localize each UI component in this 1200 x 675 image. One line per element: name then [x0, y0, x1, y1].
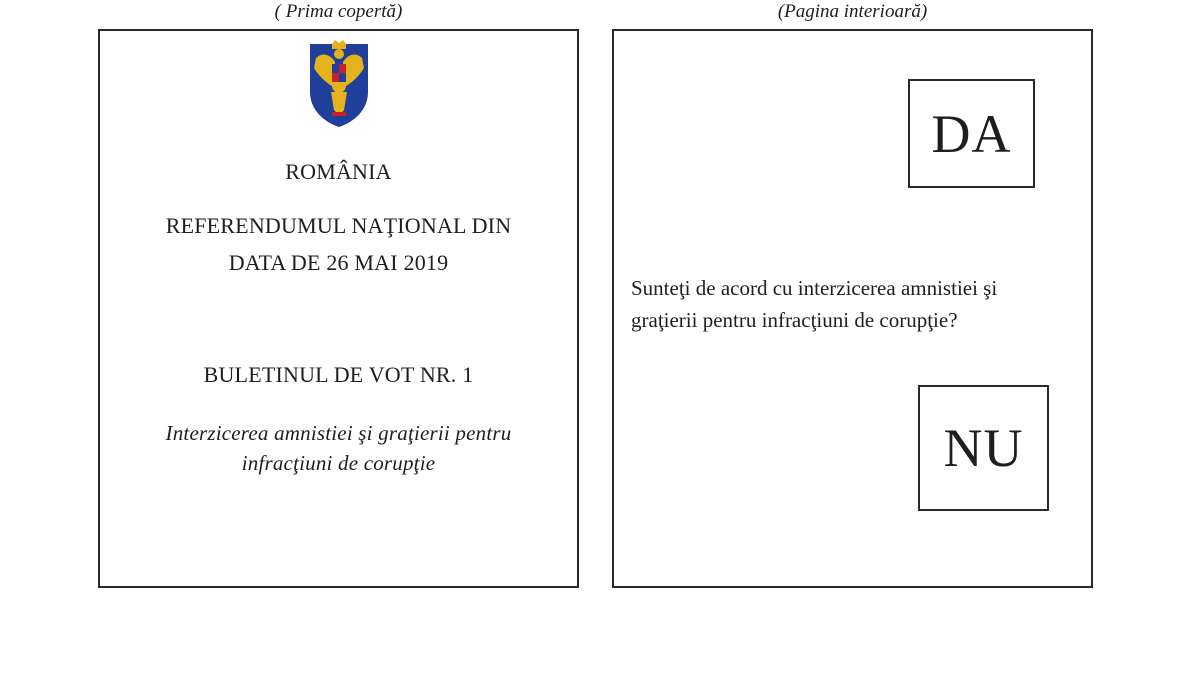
subject-line-1: Interzicerea amnistiei şi graţierii pentru [165, 421, 512, 445]
referendum-line-1: REFERENDUMUL NAŢIONAL DIN [165, 213, 512, 238]
ballot-number: BULETINUL DE VOT NR. 1 [203, 362, 474, 387]
cover-caption: ( Prima copertă) [274, 1, 403, 22]
inside-caption: (Pagina interioară) [777, 1, 928, 22]
yes-option-box[interactable]: DA [908, 79, 1035, 188]
subject-line-2: infracţiuni de corupţie [241, 451, 436, 475]
ballot-inside-page [612, 29, 1093, 588]
question-line-1: Sunteţi de acord cu interzicerea amnistiei şi [631, 276, 998, 300]
question-line-2: graţierii pentru infracţiuni de corupţie? [631, 308, 958, 332]
romania-coat-of-arms-icon [308, 40, 370, 128]
ballot-cover-page [98, 29, 579, 588]
no-option-box[interactable]: NU [918, 385, 1049, 511]
country-title: ROMÂNIA [285, 159, 392, 184]
ballot-subject [100, 418, 577, 478]
referendum-line-2: DATA DE 26 MAI 2019 [228, 250, 449, 275]
referendum-title [100, 207, 577, 281]
referendum-question [631, 272, 1081, 336]
